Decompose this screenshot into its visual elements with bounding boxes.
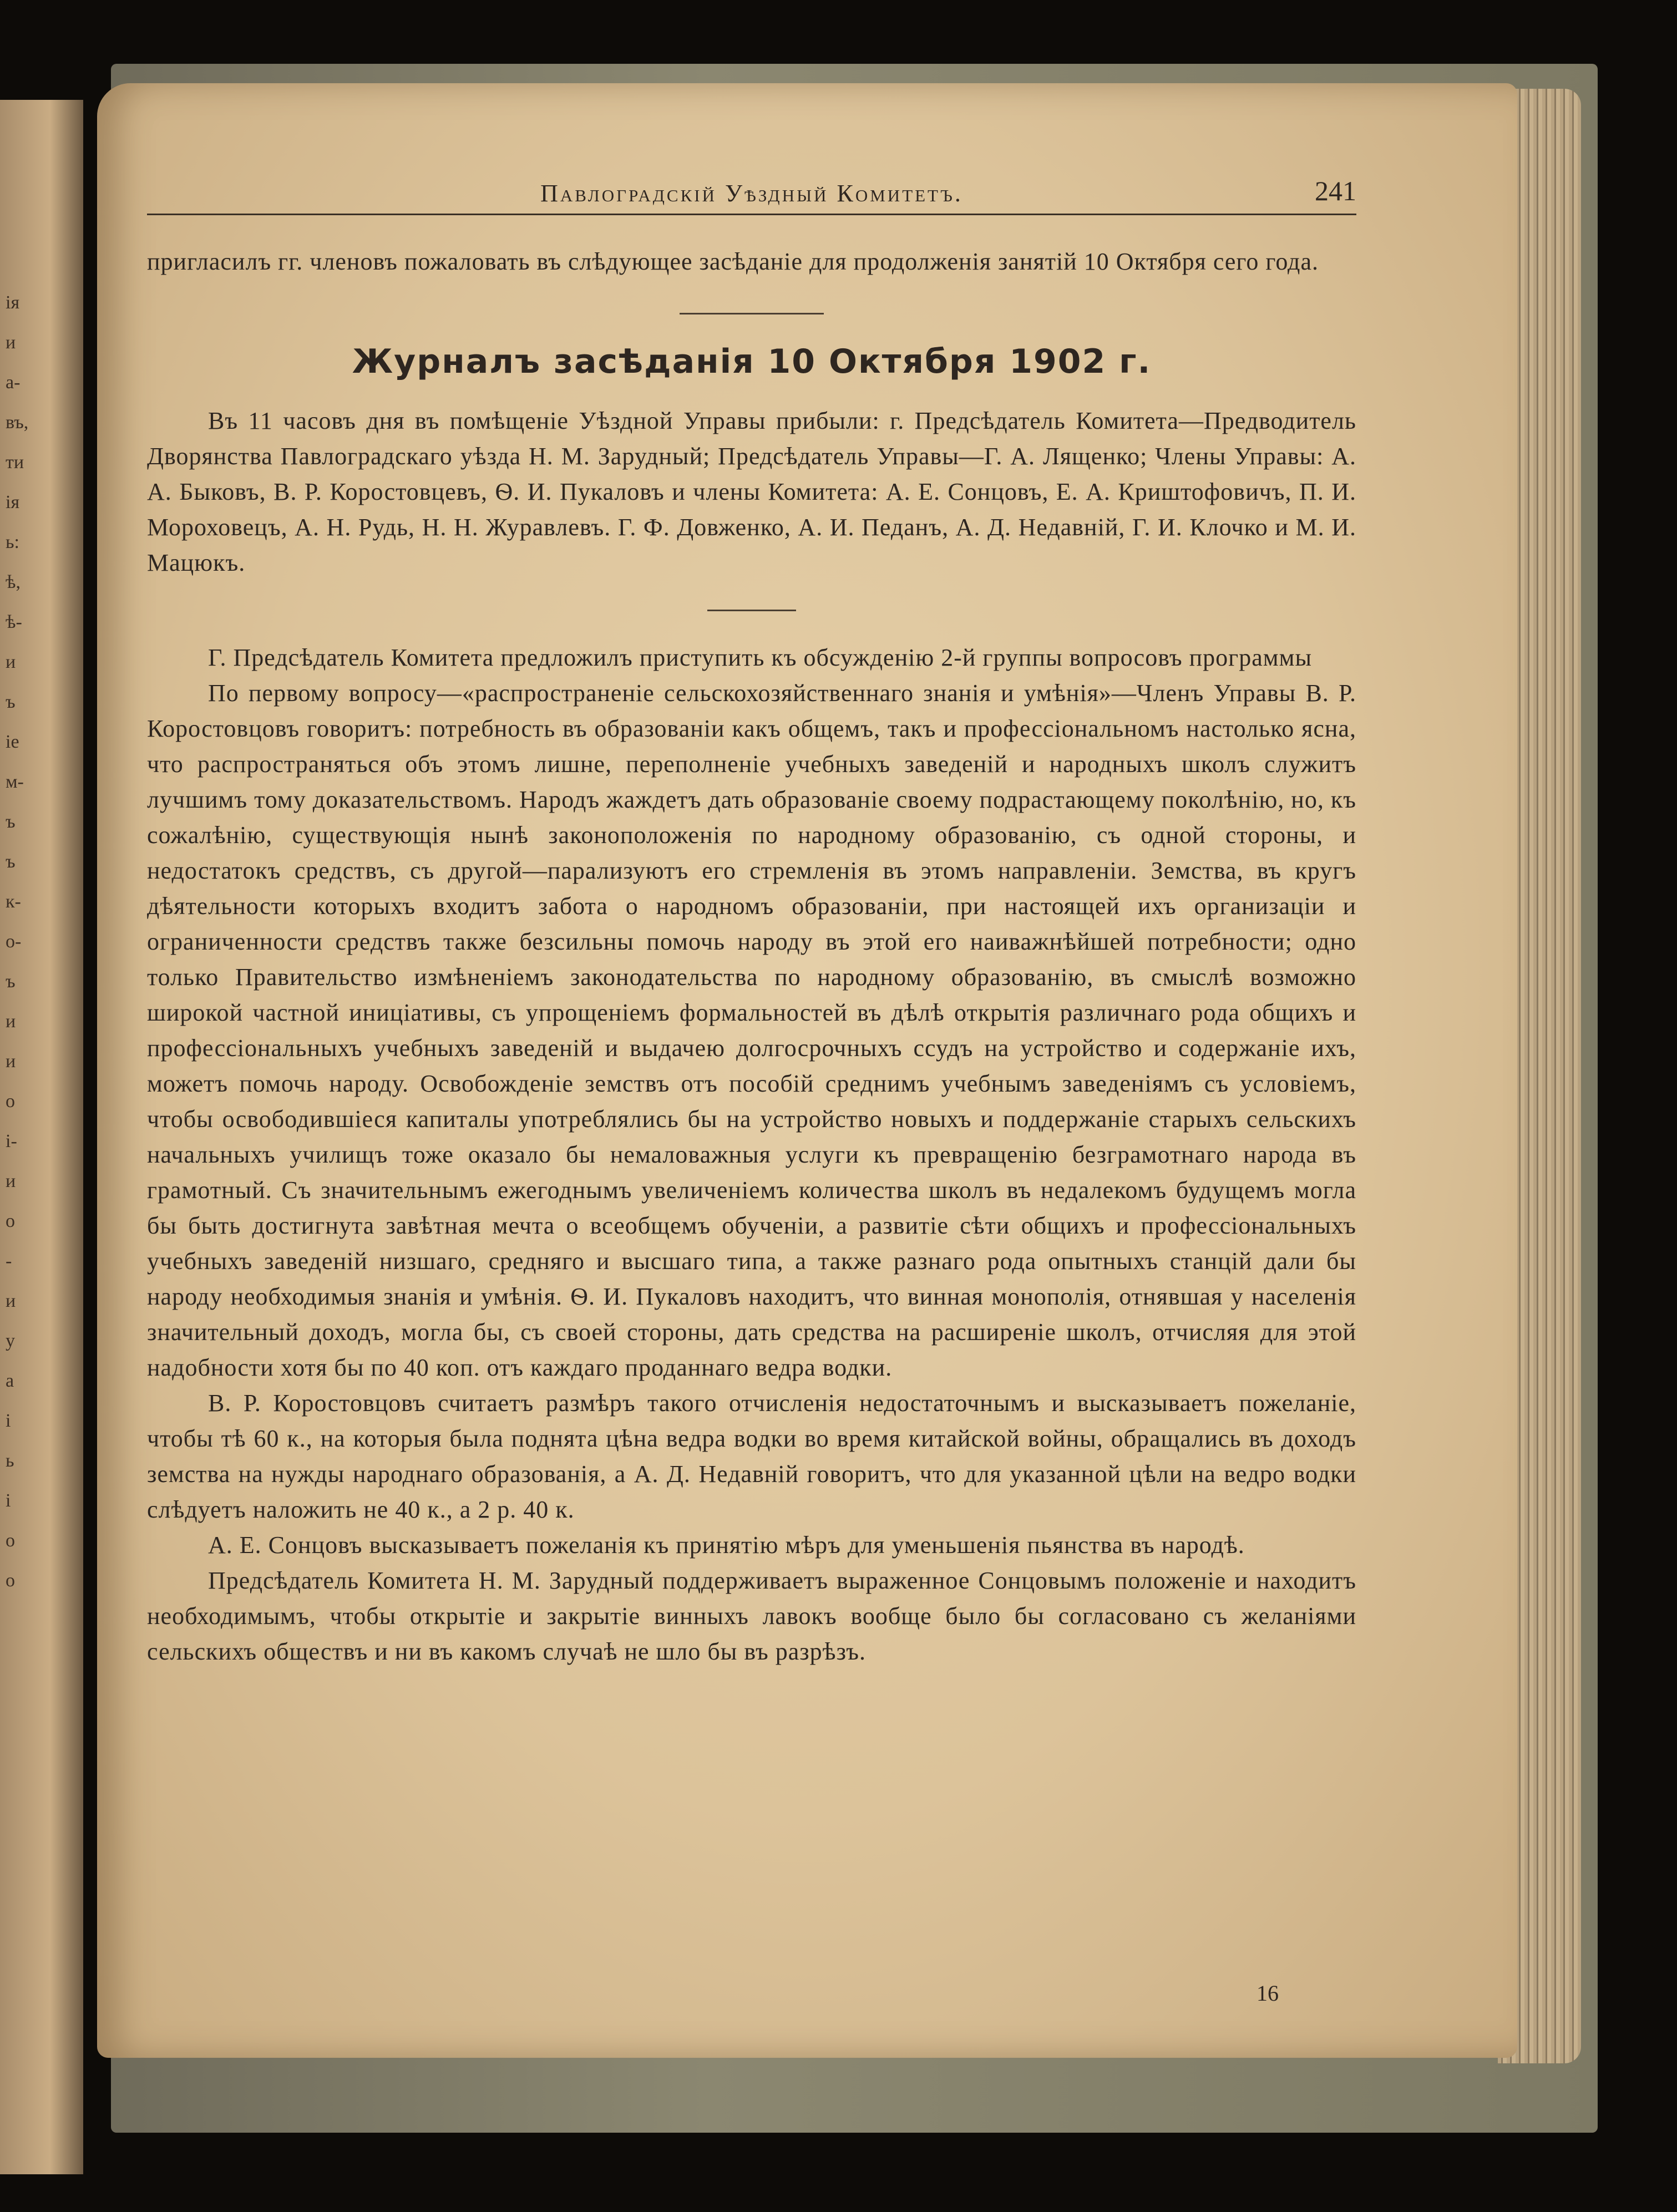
section-divider-short <box>707 610 796 611</box>
running-header <box>147 175 1356 215</box>
left-page-fragment: і <box>6 1490 11 1511</box>
left-page-fragment: ѣ, <box>6 572 21 592</box>
left-page-fragment: и <box>6 1011 16 1032</box>
left-page-fragment: ія <box>6 492 20 513</box>
left-page-fragment: въ, <box>6 412 29 433</box>
left-page-fragment: ь <box>6 1450 14 1471</box>
left-page-fragment: у <box>6 1331 15 1351</box>
attendance-paragraph: Въ 11 часовъ дня въ помѣщеніе Уѣздной Управы прибыли: г. Предсѣдатель Комитета—Предводитель Дворянства Павлоградскаго уѣзда Н. М. Зарудный; Предсѣдатель Управы—Г. А. Лященко; Члены Управы: А. А. Быковъ, В. Р. Коростовцевъ, Ѳ. И. Пукаловъ и члены Комитета: А. Е. Сонцовъ, Е. А. Криштофовичъ, П. И. Мороховецъ, А. Н. Рудь, Н. Н. Журавлевъ. Г. Ф. Довженко, А. И. Педанъ, А. Д. Недавній, Г. И. Клочко и М. И. Мацюкъ. <box>147 407 1356 576</box>
journal-heading: Журналъ засѣданія 10 Октября 1902 г. <box>352 342 1152 381</box>
left-page-fragment: и <box>6 332 16 353</box>
running-header-title: Павлоградскій Уѣздный Комитетъ. <box>540 180 963 207</box>
left-page-fragment: о <box>6 1091 15 1112</box>
left-page-fragment: ь: <box>6 532 19 552</box>
left-page-fragment: ъ <box>6 692 16 712</box>
body-paragraph: А. Е. Сонцовъ высказываетъ пожеланія къ принятію мѣръ для уменьшенія пьянства въ народѣ. <box>208 1531 1245 1559</box>
left-page-fragment: о- <box>6 931 22 952</box>
left-page-fragment: и <box>6 652 16 672</box>
signature-mark: 16 <box>1257 1981 1279 2006</box>
left-facing-page <box>0 100 83 2174</box>
body-paragraph: По первому вопросу—«распространеніе сельскохозяйственнаго знанія и умѣнія»—Членъ Управы В. Р. Коростовцовъ говоритъ: потребность въ образованіи какъ общемъ, такъ и профессіональномъ настолько ясна, что распространяться объ этомъ лишне, переполненіе учебныхъ заведеній и народныхъ школъ служитъ лучшимъ тому доказательствомъ. Народъ жаждетъ дать образованіе своему подрастающему поколѣнію, но, къ сожалѣнію, существующія нынѣ законоположенія по народному образованію, съ одной стороны, и недостатокъ средствъ, съ другой—парализуютъ его стремленія въ этомъ направленіи. Земства, въ кругъ дѣятельности которыхъ входитъ забота о народномъ образованіи, при настоящей ихъ организаціи и ограниченности средствъ также безсильны помочь народу въ этой его наиважнѣйшей потребности; одно только Правительство измѣненіемъ законодательства по народному образованію, въ смыслѣ возможно широкой частной иниціативы, съ упрощеніемъ формальностей въ дѣлѣ открытія различнаго рода общихъ и профессіональныхъ учебныхъ заведеній и выдачею долгосрочныхъ ссудъ на устройство и содержаніе ихъ, можетъ помочь народу. Освобожденіе земствъ отъ пособій среднимъ учебнымъ заведеніямъ съ условіемъ, чтобы освободившіеся капиталы употреблялись бы на устройство новыхъ и поддержаніе старыхъ сельскихъ начальныхъ училищъ тоже оказало бы немаловажныя услуги къ превращенію безграмотнаго народа въ грамотный. Съ значительнымъ ежегоднымъ увеличеніемъ количества школъ въ недалекомъ будущемъ могла бы быть достигнута завѣтная мечта о всеобщемъ обученіи, а развитіе сѣти общихъ и профессіональныхъ учебныхъ заведеній низшаго, средняго и высшаго типа, а также разнаго рода опытныхъ станцій дали бы народу необходимыя знанія и умѣнія. Ѳ. И. Пукаловъ находитъ, что винная монополія, отнявшая у населенія значительный доходъ, могла бы, съ своей стороны, дать средства на расширеніе школъ, отчисляя для этой надобности хотя бы по 40 коп. отъ каждаго проданнаго ведра водки. <box>147 679 1356 1381</box>
left-page-fragment: і <box>6 1411 11 1431</box>
left-page-fragment: ѣ- <box>6 612 22 632</box>
left-page-fragment: о <box>6 1530 15 1551</box>
intro-paragraph: пригласилъ гг. членовъ пожаловать въ слѣдующее засѣданіе для продолженія занятій 10 Октября сего года. <box>147 248 1319 275</box>
left-page-fragment: - <box>6 1251 12 1271</box>
body-paragraph: В. Р. Коростовцовъ считаетъ размѣръ такого отчисленія недостаточнымъ и высказываетъ пожеланіе, чтобы тѣ 60 к., на которыя была поднята цѣна ведра водки во время китайской войны, обращались въ доходъ земства на нужды народнаго образованія, а А. Д. Недавній говоритъ, что для указанной цѣли на ведро водки слѣдуетъ наложить не 40 к., а 2 р. 40 к. <box>147 1389 1356 1523</box>
body-paragraph: Предсѣдатель Комитета Н. М. Зарудный поддерживаетъ выраженное Сонцовымъ положеніе и находитъ необходимымъ, чтобы открытіе и закрытіе винныхъ лавокъ вообще было бы согласовано съ желаніями сельскихъ обществъ и ни въ какомъ случаѣ не шло бы въ разрѣзъ. <box>147 1567 1356 1665</box>
book-page <box>97 83 1517 2058</box>
left-page-fragment: о <box>6 1211 15 1231</box>
section-divider <box>680 313 824 314</box>
left-page-fragment: м- <box>6 772 24 792</box>
left-page-fragment: к- <box>6 891 21 912</box>
page-body <box>147 244 1356 1670</box>
left-page-fragment: ъ <box>6 851 16 872</box>
page-number: 241 <box>1315 175 1356 206</box>
left-page-fragment: ъ <box>6 971 16 992</box>
left-page-fragment: и <box>6 1171 16 1191</box>
left-page-fragment: і- <box>6 1131 17 1151</box>
left-page-fragment: а- <box>6 372 21 393</box>
left-page-fragment: ъ <box>6 811 16 832</box>
left-page-fragment: ти <box>6 452 24 473</box>
left-page-text-fragments <box>6 283 72 1601</box>
body-paragraph: Г. Предсѣдатель Комитета предложилъ приступить къ обсужденію 2-й группы вопросовъ программы <box>208 644 1313 671</box>
left-page-fragment: о <box>6 1570 15 1591</box>
left-page-fragment: и <box>6 1291 16 1311</box>
left-page-fragment: іе <box>6 732 19 752</box>
left-page-fragment: ія <box>6 292 20 313</box>
left-page-fragment: и <box>6 1051 16 1072</box>
left-page-fragment: а <box>6 1371 14 1391</box>
